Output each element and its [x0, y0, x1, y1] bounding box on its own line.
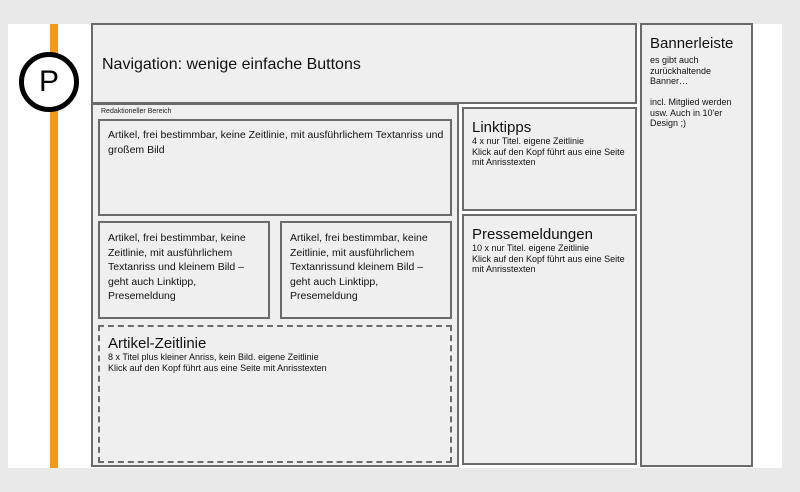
pressemeldungen-desc-1: 10 x nur Titel. eigene Zeitlinie — [472, 243, 590, 253]
navigation-box — [91, 23, 637, 104]
timeline-desc-2: Klick auf den Kopf führt aus eine Seite mit Anrisstexten — [108, 362, 327, 373]
timeline-desc-1: 8 x Titel plus kleiner Anriss, kein Bild. eigene Zeitlinie — [108, 352, 319, 362]
bannerleiste-desc-1: es gibt auch zurückhaltende Banner… — [650, 55, 712, 86]
pressemeldungen-box — [462, 214, 637, 465]
article-small-box-1 — [98, 221, 270, 319]
linktipps-desc-2: Klick auf den Kopf führt aus eine Seite mit Anrisstexten — [472, 146, 625, 167]
article-timeline-box — [98, 325, 452, 463]
article-small-text-2: Artikel, frei bestimmbar, keine Zeitlinie, mit ausführlichem Textanrissund kleinem Bild – geht auch Linktipp, Presemeldung — [290, 232, 428, 302]
logo-p-icon[interactable] — [19, 52, 79, 112]
logo-letter: P — [38, 65, 59, 98]
linktipps-box — [462, 107, 637, 211]
navigation-title: Navigation: wenige einfache Buttons — [102, 56, 361, 73]
bannerleiste-box — [640, 23, 753, 467]
bannerleiste-desc-2: incl. Mitglied werden usw. Auch in 10'er Design ;) — [650, 97, 732, 128]
linktipps-desc-1: 4 x nur Titel. eigene Zeitlinie — [472, 136, 585, 146]
article-small-box-2 — [280, 221, 452, 319]
article-large-text: Artikel, frei bestimmbar, keine Zeitlinie, mit ausführlichem Textanriss und großem Bild — [108, 129, 444, 156]
pressemeldungen-title: Pressemeldungen — [472, 226, 593, 243]
article-small-text-1: Artikel, frei bestimmbar, keine Zeitlinie, mit ausführlichem Textanriss und kleinem Bild – geht auch Linktipp, Presemeldung — [108, 232, 246, 302]
timeline-title: Artikel-Zeitlinie — [108, 335, 207, 352]
article-large-box — [98, 119, 452, 216]
bannerleiste-title: Bannerleiste — [650, 35, 734, 52]
pressemeldungen-desc-2: Klick auf den Kopf führt aus eine Seite mit Anrisstexten — [472, 253, 625, 274]
linktipps-title: Linktipps — [472, 119, 532, 136]
editorial-label: Redaktioneller Bereich — [101, 108, 172, 115]
